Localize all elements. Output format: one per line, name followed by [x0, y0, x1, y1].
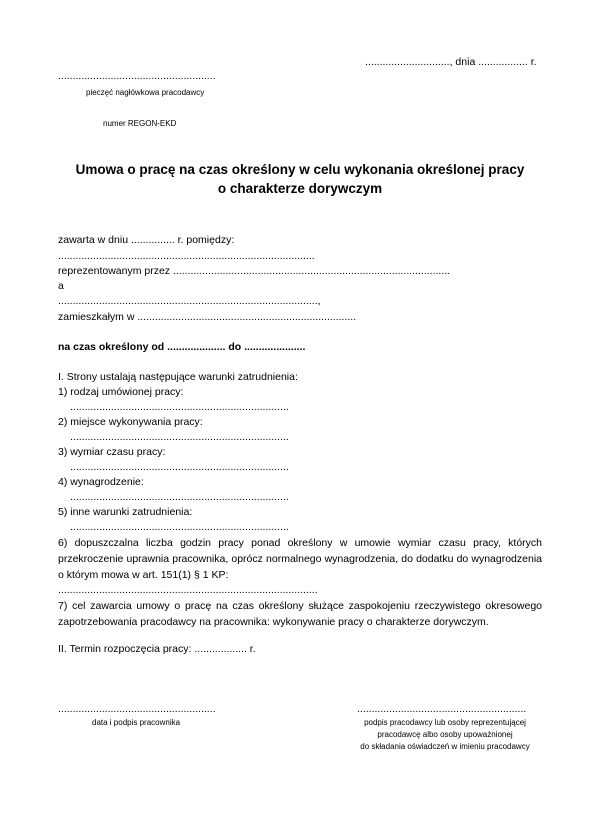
start-date-line: II. Termin rozpoczęcia pracy: .................. r. [58, 643, 256, 655]
condition-item-6: 6) dopuszczalna liczba godzin pracy ponad określony w umowie wymiar czasu pracy, których przekroczenie uprawnia pracownika, oprócz normalnego wynagrodzenia, do dodatku do wynagrodzenia o którym mowa w art. 151(1) § 1 KP: [58, 537, 542, 581]
condition-dots-4: ........................................................................... [70, 491, 289, 503]
document-title: Umowa o pracę na czas określony w celu wykonania określonej pracy [75, 162, 525, 177]
stamp-label: pieczęć nagłówkowa pracodawcy [86, 88, 205, 97]
condition-dots-2: ........................................................................... [70, 431, 289, 443]
employer-signature-label-1: podpis pracodawcy lub osoby reprezentującej [364, 718, 526, 727]
employer-signature-label-2: pracodawcę albo osoby upoważnionej [377, 730, 513, 739]
employee-dots: ........................................................................................., [58, 295, 321, 307]
condition-label-5: 5) inne warunki zatrudnienia: [58, 506, 193, 518]
employer-signature-label-3: do składania oświadczeń w imieniu pracodawcy [360, 742, 530, 751]
concluded-line: zawarta w dniu ............... r. pomiędzy: [58, 234, 235, 246]
employee-signature-label: data i podpis pracownika [92, 718, 181, 727]
condition-dots-3: ........................................................................... [70, 461, 289, 473]
place-date-line: ............................., dnia ................. r. [365, 56, 537, 68]
stamp-dots: ...................................................... [58, 70, 216, 82]
condition-dots-1: ........................................................................... [70, 401, 289, 413]
conditions-intro: I. Strony ustalają następujące warunki zatrudnienia: [58, 371, 298, 383]
and-word: a [58, 280, 64, 292]
regon-label: numer REGON-EKD [103, 119, 177, 128]
residing-line: zamieszkałym w ........................................................................... [58, 311, 357, 323]
condition-6-dots: ......................................................................................... [58, 584, 318, 596]
condition-label-1: 1) rodzaj umówionej pracy: [58, 386, 184, 398]
represented-line: reprezentowanym przez ............................................................................................... [58, 265, 451, 277]
document-subtitle: o charakterze dorywczym [217, 181, 383, 196]
employer-dots: ........................................................................................ [58, 250, 315, 262]
condition-dots-5: ........................................................................... [70, 521, 289, 533]
condition-label-2: 2) miejsce wykonywania pracy: [58, 416, 203, 428]
employer-signature-dots: .......................................................... [357, 703, 527, 715]
employee-signature-dots: ...................................................... [58, 703, 216, 715]
period-line: na czas określony od .................... do ..................... [58, 341, 306, 353]
condition-label-4: 4) wynagrodzenie: [58, 476, 144, 488]
condition-item-7: 7) cel zawarcia umowy o pracę na czas określony służące zaspokojeniu rzeczywistego okresowego zapotrzebowania pracodawcy na pracownika: wykonywanie pracy o charakterze dorywczym. [58, 600, 542, 628]
condition-label-3: 3) wymiar czasu pracy: [58, 446, 166, 458]
